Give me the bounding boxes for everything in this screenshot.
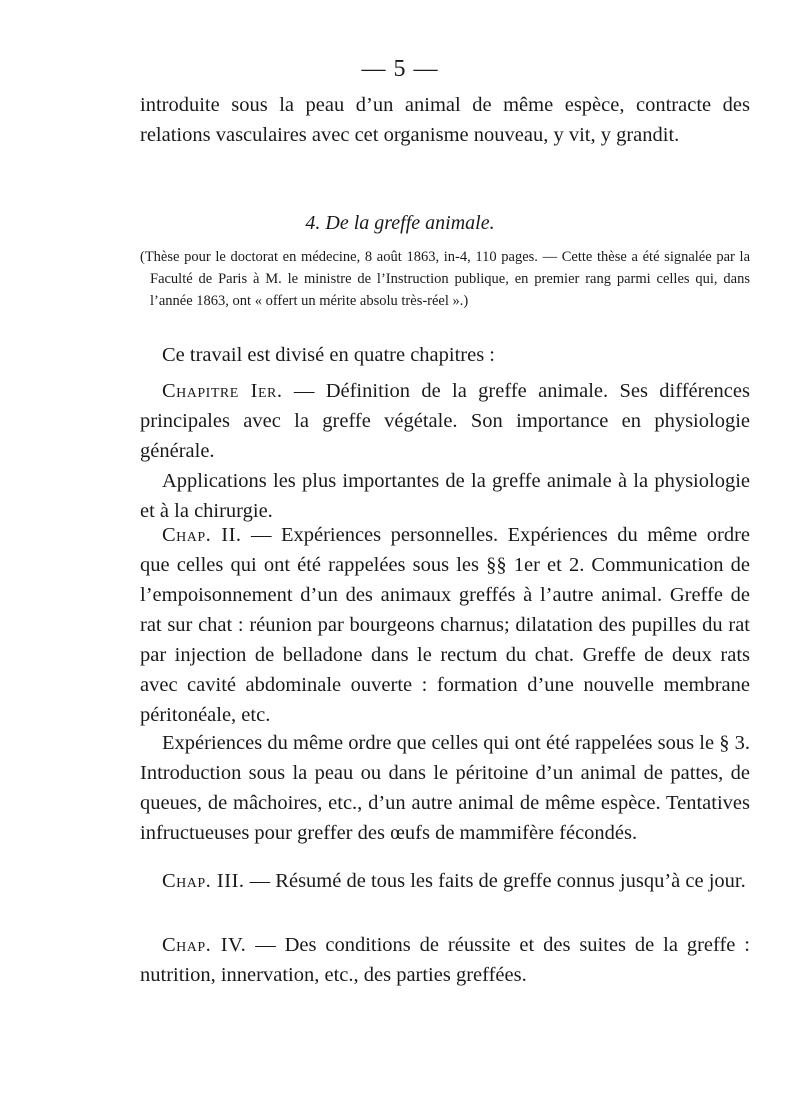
intro-paragraph: Ce travail est divisé en quatre chapitres : (162, 344, 496, 366)
chapter-3-text: — Résumé de tous les faits de greffe connus jusqu’à ce jour. (244, 870, 746, 892)
chapter-4-label: Chap. IV. (162, 934, 247, 956)
chapter-2-continued-paragraph (140, 728, 750, 848)
chapter-1-text: — Définition de la greffe animale. Ses différences principales avec la greffe végétale. Son importance en physiologie générale. (140, 380, 750, 462)
chapter-1-paragraph (140, 376, 750, 466)
chapter-4-text: — Des conditions de réussite et des suites de la greffe : nutrition, innervation, etc., des parties greffées. (140, 934, 750, 986)
thesis-note: (Thèse pour le doctorat en médecine, 8 août 1863, in-4, 110 pages. — Cette thèse a été signalée par la Faculté de Paris à M. le ministre de l’Instruction publique, en premier rang parmi celles qui, dans l’année 1863, ont « offert un mérite absolu très-réel ».) (140, 249, 750, 309)
top-paragraph: introduite sous la peau d’un animal de même espèce, contracte des relations vasculaires avec cet organisme nouveau, y vit, y grandit. (140, 94, 750, 146)
chapter-2-label: Chap. II. (162, 524, 242, 546)
chapter-2-text: — Expériences personnelles. Expériences du même ordre que celles qui ont été rappelées sous les §§ 1er et 2. Communication de l’empoisonnement d’un des animaux greffés à l’autre animal. Greffe de rat sur chat : réunion par bourgeons charnus; dilatation des pupilles du rat par injection de belladone dans le rectum du chat. Greffe de deux rats avec cavité abdominale ouverte : formation d’une nouvelle membrane péritonéale, etc. (140, 524, 750, 726)
chapter-1-applications-text: Applications les plus importantes de la greffe animale à la physiologie et à la chirurgie. (140, 470, 750, 522)
chapter-2-paragraph (140, 520, 750, 730)
chapter-3-paragraph (140, 866, 750, 896)
chapter-1-applications-paragraph (140, 466, 750, 526)
chapter-2-continued-text: Expériences du même ordre que celles qui ont été rappelées sous le § 3. Introduction sous la peau ou dans le péritoine d’un animal de pattes, de queues, de mâchoires, etc., d’un autre animal de même espèce. Tentatives infructueuses pour greffer des œufs de mammifère fécondés. (140, 732, 750, 844)
chapter-3-label: Chap. III. (162, 870, 245, 892)
page-number: — 5 — (361, 56, 439, 82)
section-title: 4. De la greffe animale. (305, 212, 495, 234)
chapter-4-paragraph (140, 930, 750, 990)
chapter-1-label: Chapitre Ier. (162, 380, 283, 402)
